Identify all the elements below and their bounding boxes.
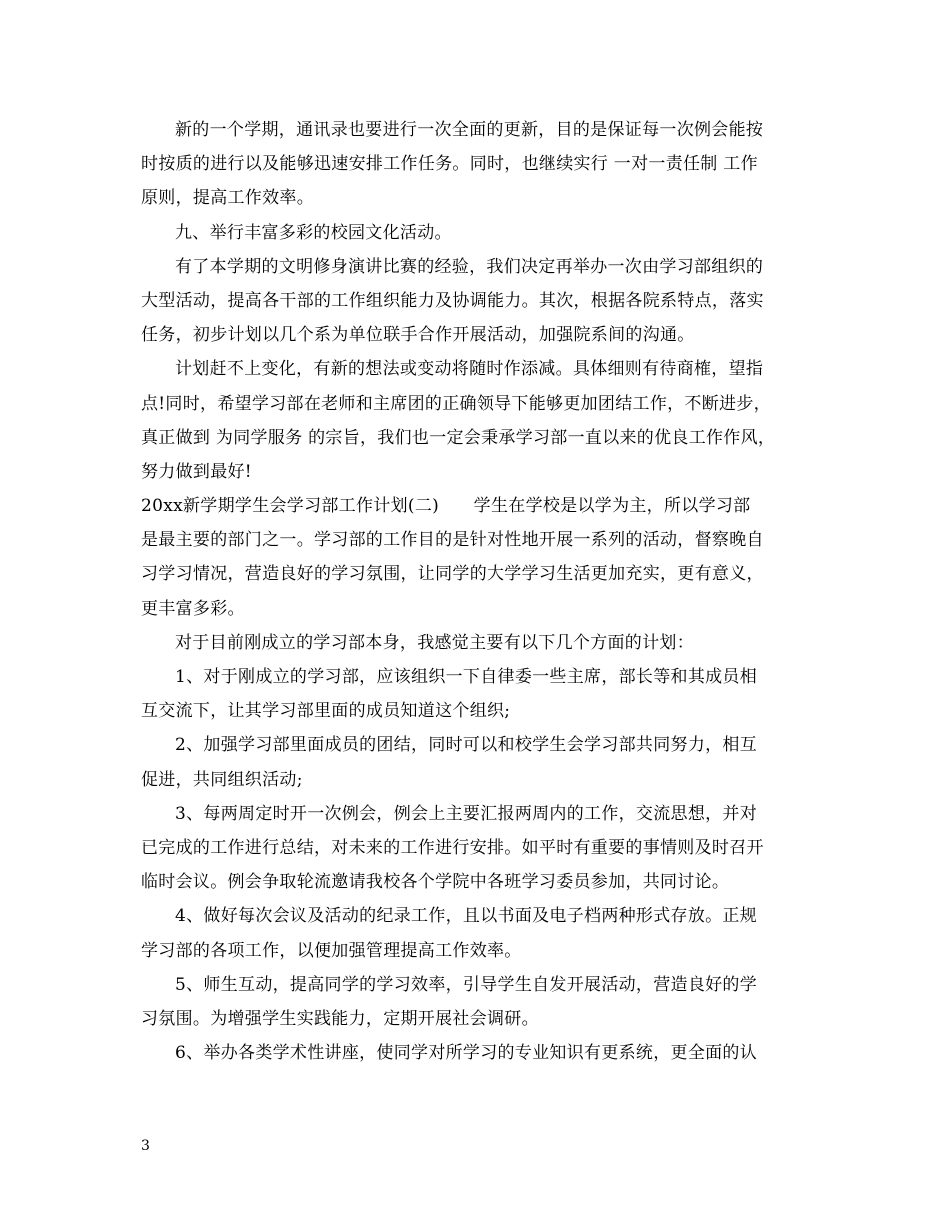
document-body bbox=[141, 113, 813, 1070]
text-line: 点!同时，希望学习部在老师和主席团的正确领导下能够更加团结工作，不断进步， bbox=[141, 393, 771, 414]
text-line: 真正做到 为同学服务 的宗旨，我们也一定会秉承学习部一直以来的优良工作作风， bbox=[141, 427, 776, 448]
text-line: 对于目前刚成立的学习部本身，我感觉主要有以下几个方面的计划： bbox=[175, 632, 694, 653]
text-line: 是最主要的部门之一。学习部的工作目的是针对性地开展一系列的活动，督察晚自 bbox=[141, 530, 764, 551]
text-line: 有了本学期的文明修身演讲比赛的经验，我们决定再举办一次由学习部组织的 bbox=[175, 256, 764, 277]
text-line: 习学习情况，营造良好的学习氛围，让同学的大学学习生活更加充实，更有意义， bbox=[141, 564, 764, 585]
text-line: 原则，提高工作效率。 bbox=[141, 188, 314, 209]
text-line: 20xx新学期学生会学习部工作计划(二) 学生在学校是以学为主，所以学习部 bbox=[141, 496, 751, 517]
page-number: 3 bbox=[141, 1138, 150, 1154]
text-line: 新的一个学期，通讯录也要进行一次全面的更新，目的是保证每一次例会能按 bbox=[175, 120, 764, 140]
text-line: 已完成的工作进行总结，对未来的工作进行安排。如平时有重要的事情则及时召开 bbox=[141, 837, 764, 858]
text-line: 习氛围。为增强学生实践能力，定期开展社会调研。 bbox=[141, 1008, 539, 1029]
text-line: 努力做到最好! bbox=[141, 461, 252, 482]
text-line: 2、加强学习部里面成员的团结，同时可以和校学生会学习部共同努力，相互 bbox=[175, 735, 758, 756]
text-line: 更丰富多彩。 bbox=[141, 598, 245, 619]
text-line: 任务，初步计划以几个系为单位联手合作开展活动，加强院系间的沟通。 bbox=[141, 325, 695, 346]
text-line: 计划赶不上变化，有新的想法或变动将随时作添减。具体细则有待商榷，望指 bbox=[175, 359, 764, 380]
text-line: 大型活动，提高各干部的工作组织能力及协调能力。其次，根据各院系特点，落实 bbox=[141, 290, 764, 311]
text-line: 6、举办各类学术性讲座，使同学对所学习的专业知识有更系统，更全面的认 bbox=[175, 1043, 758, 1064]
text-line: 时按质的进行以及能够迅速安排工作任务。同时，也继续实行 一对一责任制 工作 bbox=[141, 154, 758, 175]
text-line: 促进，共同组织活动; bbox=[141, 769, 303, 790]
text-line: 5、师生互动，提高同学的学习效率，引导学生自发开展活动，营造良好的学 bbox=[175, 974, 758, 995]
text-line: 学习部的各项工作，以便加强管理提高工作效率。 bbox=[141, 940, 522, 961]
text-line: 临时会议。例会争取轮流邀请我校各个学院中各班学习委员参加，共同讨论。 bbox=[141, 872, 730, 893]
text-line: 4、做好每次会议及活动的纪录工作，且以书面及电子档两种形式存放。正规 bbox=[175, 906, 758, 927]
text-line: 1、对于刚成立的学习部，应该组织一下自律委一些主席，部长等和其成员相 bbox=[175, 667, 758, 687]
text-line: 互交流下，让其学习部里面的成员知道这个组织; bbox=[141, 701, 511, 722]
text-line: 3、每两周定时开一次例会，例会上主要汇报两周内的工作，交流思想，并对 bbox=[175, 803, 758, 824]
text-line: 九、举行丰富多彩的校园文化活动。 bbox=[175, 222, 452, 243]
